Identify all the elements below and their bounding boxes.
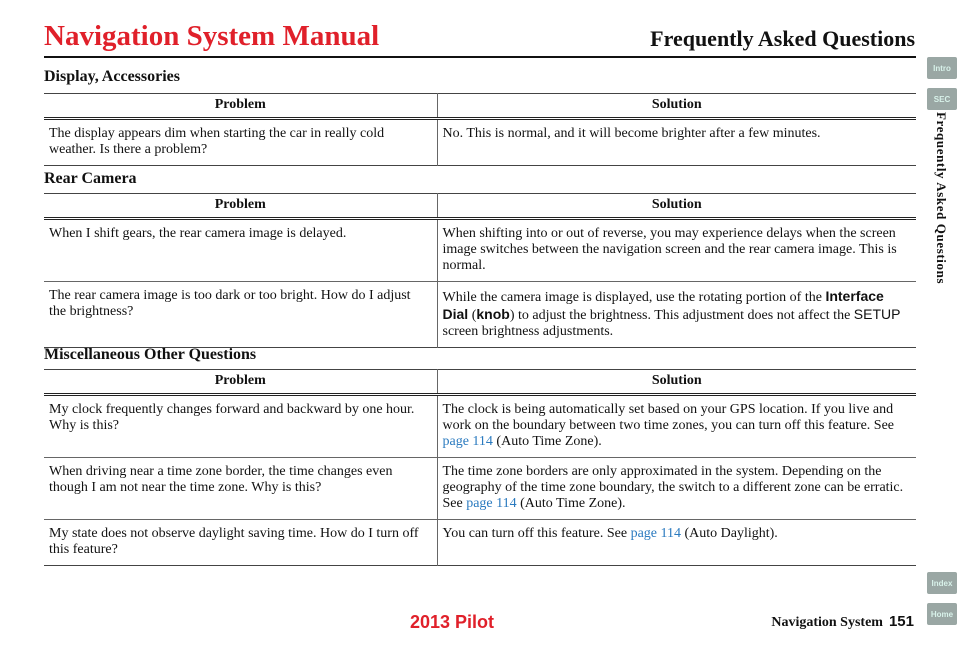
setup-label: SETUP [853,306,901,322]
header-divider [44,56,916,58]
table-row [44,282,916,348]
column-header-solution: Solution [437,94,916,119]
problem-cell: The display appears dim when starting the car in really cold weather. Is there a problem? [44,119,437,166]
solution-text: You can turn off this feature. See [442,526,631,541]
column-header-solution: Solution [437,370,916,395]
column-header-problem: Problem [44,194,437,219]
faq-table-display [44,93,916,166]
solution-text: (Auto Time Zone). [492,434,602,449]
column-header-problem: Problem [44,94,437,119]
tab-sec[interactable]: SEC [927,88,957,110]
faq-table-misc [44,369,916,566]
solution-text: ( [468,308,477,323]
side-section-label: Frequently Asked Questions [934,112,949,285]
section-title-rear-camera: Rear Camera [44,170,137,187]
tab-intro[interactable]: Intro [927,57,957,79]
table-row [44,219,916,282]
solution-text: screen brightness adjustments. [442,324,614,339]
solution-text: The time zone borders are only approximated in the system. Depending on the geography of the time zone boundary, the switch to a different zone can be erratic. See [442,464,904,511]
solution-cell [437,520,916,566]
model-watermark: 2013 Pilot [410,612,495,632]
problem-cell: When I shift gears, the rear camera image is delayed. [44,219,437,282]
column-header-problem: Problem [44,370,437,395]
column-header-solution: Solution [437,194,916,219]
solution-cell: No. This is normal, and it will become brighter after a few minutes. [437,119,916,166]
section-title-display: Display, Accessories [44,68,180,85]
tab-home[interactable]: Home [927,603,957,625]
section-heading: Frequently Asked Questions [650,26,915,51]
table-row [44,458,916,520]
faq-table-rear-camera [44,193,916,348]
page-link[interactable]: page 114 [466,496,517,511]
solution-text: While the camera image is displayed, use the rotating portion of the [442,290,826,305]
side-nav [924,0,960,654]
problem-cell: The rear camera image is too dark or too bright. How do I adjust the brightness? [44,282,437,348]
footer-label: Navigation System [771,615,883,630]
page-link[interactable]: page 114 [442,434,493,449]
solution-cell [437,458,916,520]
solution-cell [437,395,916,458]
solution-text: (Auto Daylight). [680,526,778,541]
solution-cell: When shifting into or out of reverse, you may experience delays when the screen image switches between the navigation screen and the rear camera image. This is normal. [437,219,916,282]
table-row [44,119,916,166]
table-row [44,520,916,566]
solution-text: The clock is being automatically set based on your GPS location. If you live and work on the boundary between two time zones, you can turn off this feature. See [442,402,894,433]
knob-label: knob [476,306,510,322]
problem-cell: When driving near a time zone border, the time changes even though I am not near the time zone. Why is this? [44,458,437,520]
problem-cell: My state does not observe daylight saving time. How do I turn off this feature? [44,520,437,566]
page-title: Navigation System Manual [44,20,380,52]
page-link[interactable]: page 114 [630,526,681,541]
problem-cell: My clock frequently changes forward and backward by one hour. Why is this? [44,395,437,458]
footer [771,613,914,631]
interface-dial-label: Interface Dial [442,288,884,322]
solution-text: (Auto Time Zone). [516,496,626,511]
tab-index[interactable]: Index [927,572,957,594]
table-row [44,395,916,458]
section-title-misc: Miscellaneous Other Questions [44,346,257,363]
solution-text: ) to adjust the brightness. This adjustment does not affect the [509,308,854,323]
solution-cell [437,282,916,348]
page-number: 151 [888,613,914,630]
